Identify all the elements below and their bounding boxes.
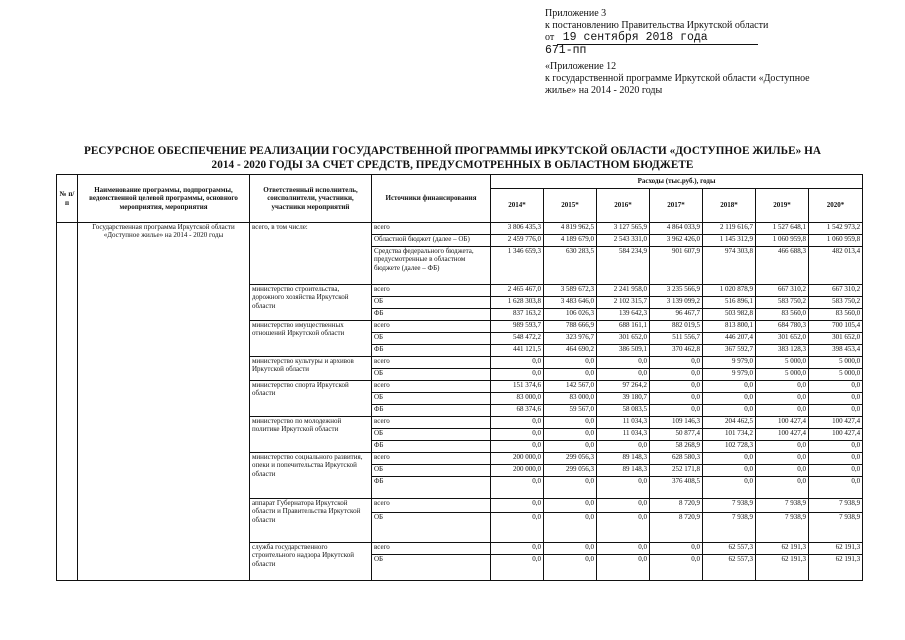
funding-source-cell: всего: [372, 417, 491, 429]
year-header: 2020*: [809, 189, 863, 223]
expense-value-cell: 7 938,9: [809, 513, 863, 543]
expense-value-cell: 299 056,3: [544, 453, 597, 465]
expense-value-cell: 0,0: [703, 477, 756, 499]
expense-value-cell: 9 979,0: [703, 357, 756, 369]
expense-value-cell: 0,0: [597, 543, 650, 555]
executor-cell: министерство спорта Иркутской области: [250, 381, 372, 417]
funding-source-cell: ФБ: [372, 441, 491, 453]
expense-value-cell: 1 542 973,2: [809, 223, 863, 235]
expense-value-cell: 0,0: [597, 499, 650, 513]
expense-value-cell: 62 557,3: [703, 543, 756, 555]
expense-value-cell: 1 628 303,8: [491, 297, 544, 309]
expense-value-cell: 584 234,9: [597, 247, 650, 285]
expense-value-cell: 0,0: [650, 381, 703, 393]
col-executor-header: Ответственный исполнитель, соисполнители, участники, участники мероприятий: [250, 175, 372, 223]
expense-value-cell: 0,0: [491, 429, 544, 441]
expense-value-cell: 7 938,9: [703, 513, 756, 543]
appendix12-label: «Приложение 12: [545, 61, 617, 72]
expense-value-cell: 0,0: [650, 357, 703, 369]
table-row: [57, 223, 863, 235]
expense-value-cell: 5 000,0: [809, 357, 863, 369]
expense-value-cell: 0,0: [809, 477, 863, 499]
expense-value-cell: 0,0: [544, 357, 597, 369]
funding-source-cell: ФБ: [372, 345, 491, 357]
expense-value-cell: 700 105,4: [809, 321, 863, 333]
funding-source-cell: ОБ: [372, 297, 491, 309]
col-source-header: Источники финансирования: [372, 175, 491, 223]
expense-value-cell: 0,0: [544, 499, 597, 513]
expense-value-cell: 628 580,3: [650, 453, 703, 465]
expense-value-cell: 299 056,3: [544, 465, 597, 477]
executor-cell: министерство строительства, дорожного хозяйства Иркутской области: [250, 285, 372, 321]
funding-source-cell: ОБ: [372, 513, 491, 543]
expense-value-cell: 0,0: [491, 555, 544, 581]
executor-cell: министерство по молодежной политике Иркутской области: [250, 417, 372, 453]
expense-value-cell: 1 020 878,9: [703, 285, 756, 297]
expense-value-cell: 142 567,0: [544, 381, 597, 393]
expense-value-cell: 0,0: [650, 555, 703, 581]
expense-value-cell: 97 264,2: [597, 381, 650, 393]
expense-value-cell: 58 268,9: [650, 441, 703, 453]
funding-source-cell: всего: [372, 453, 491, 465]
funding-source-cell: ОБ: [372, 555, 491, 581]
funding-source-cell: ОБ: [372, 429, 491, 441]
resolution-label: к постановлению Правительства Иркутской области: [545, 20, 769, 31]
expense-value-cell: 516 896,1: [703, 297, 756, 309]
expense-value-cell: 630 283,5: [544, 247, 597, 285]
expense-value-cell: 59 567,0: [544, 405, 597, 417]
expense-value-cell: 503 982,8: [703, 309, 756, 321]
expense-value-cell: 83 000,0: [544, 393, 597, 405]
expense-value-cell: 0,0: [650, 405, 703, 417]
expense-value-cell: 11 034,3: [597, 417, 650, 429]
expense-value-cell: 0,0: [809, 465, 863, 477]
funding-source-cell: всего: [372, 499, 491, 513]
expense-value-cell: 106 026,3: [544, 309, 597, 321]
program-line-1: к государственной программе Иркутской области «Доступное: [545, 73, 810, 84]
expense-value-cell: 301 652,0: [809, 333, 863, 345]
row-number-cell: [57, 223, 78, 581]
expense-value-cell: 0,0: [491, 369, 544, 381]
expense-value-cell: 4 189 679,0: [544, 235, 597, 247]
expense-value-cell: 688 161,1: [597, 321, 650, 333]
funding-source-cell: ОБ: [372, 465, 491, 477]
date-value: 19 сентября 2018 года: [557, 32, 758, 45]
expense-value-cell: 1 145 312,9: [703, 235, 756, 247]
expense-value-cell: 0,0: [491, 499, 544, 513]
expense-value-cell: 511 556,7: [650, 333, 703, 345]
expense-value-cell: 0,0: [491, 441, 544, 453]
expense-value-cell: 0,0: [756, 405, 809, 417]
expense-value-cell: 7 938,9: [703, 499, 756, 513]
page-title: [20, 144, 885, 172]
expense-value-cell: 2 465 467,0: [491, 285, 544, 297]
expense-value-cell: 7 938,9: [809, 499, 863, 513]
expense-value-cell: 0,0: [703, 381, 756, 393]
expense-value-cell: 370 462,8: [650, 345, 703, 357]
expense-value-cell: 813 800,1: [703, 321, 756, 333]
expense-value-cell: 1 527 648,1: [756, 223, 809, 235]
expense-value-cell: 0,0: [756, 393, 809, 405]
expense-value-cell: 2 119 616,7: [703, 223, 756, 235]
expense-value-cell: 83 000,0: [491, 393, 544, 405]
expense-value-cell: 0,0: [597, 369, 650, 381]
expense-value-cell: 0,0: [650, 393, 703, 405]
expense-value-cell: 0,0: [491, 417, 544, 429]
table-head: [57, 175, 863, 223]
expense-value-cell: 83 560,0: [809, 309, 863, 321]
expense-value-cell: 62 191,3: [756, 555, 809, 581]
expense-value-cell: 3 127 565,9: [597, 223, 650, 235]
expense-value-cell: 100 427,4: [756, 417, 809, 429]
expense-value-cell: 4 819 962,5: [544, 223, 597, 235]
expense-value-cell: 0,0: [756, 477, 809, 499]
funding-source-cell: Средства федерального бюджета, предусмотренные в областном бюджете (далее – ФБ): [372, 247, 491, 285]
funding-source-cell: ОБ: [372, 369, 491, 381]
col-name-header: Наименование программы, подпрограммы, ведомственной целевой программы, основного мероприятия, мероприятия: [78, 175, 250, 223]
expense-value-cell: 301 652,0: [756, 333, 809, 345]
funding-source-cell: ФБ: [372, 309, 491, 321]
expense-value-cell: 0,0: [756, 453, 809, 465]
expense-value-cell: 96 467,7: [650, 309, 703, 321]
document-header: [545, 8, 865, 97]
expense-value-cell: 0,0: [544, 513, 597, 543]
expense-value-cell: 989 593,7: [491, 321, 544, 333]
expense-value-cell: 2 241 958,0: [597, 285, 650, 297]
resource-table: [56, 174, 863, 581]
year-header: 2015*: [544, 189, 597, 223]
funding-source-cell: всего: [372, 321, 491, 333]
funding-source-cell: ОБ: [372, 393, 491, 405]
funding-source-cell: всего: [372, 223, 491, 235]
expense-value-cell: 3 139 099,2: [650, 297, 703, 309]
expense-value-cell: 1 346 659,3: [491, 247, 544, 285]
expense-value-cell: 2 543 331,0: [597, 235, 650, 247]
expense-value-cell: 882 019,5: [650, 321, 703, 333]
expense-value-cell: 376 408,5: [650, 477, 703, 499]
expense-value-cell: 3 806 435,3: [491, 223, 544, 235]
expense-value-cell: 8 720,9: [650, 499, 703, 513]
expense-value-cell: 8 720,9: [650, 513, 703, 543]
expense-value-cell: 323 976,7: [544, 333, 597, 345]
expense-value-cell: 901 607,9: [650, 247, 703, 285]
expense-value-cell: 3 235 566,9: [650, 285, 703, 297]
expense-value-cell: 974 303,8: [703, 247, 756, 285]
expense-value-cell: 9 979,0: [703, 369, 756, 381]
expense-value-cell: 0,0: [544, 477, 597, 499]
expense-value-cell: 386 509,1: [597, 345, 650, 357]
expense-value-cell: 837 163,2: [491, 309, 544, 321]
expense-value-cell: 441 121,5: [491, 345, 544, 357]
expense-value-cell: 667 310,2: [809, 285, 863, 297]
expense-value-cell: 0,0: [703, 405, 756, 417]
executor-cell: министерство социального развития, опеки и попечительства Иркутской области: [250, 453, 372, 499]
expense-value-cell: 200 000,0: [491, 465, 544, 477]
expense-value-cell: 3 589 672,3: [544, 285, 597, 297]
expense-value-cell: 7 938,9: [756, 499, 809, 513]
expense-value-cell: 62 191,3: [809, 555, 863, 581]
funding-source-cell: всего: [372, 381, 491, 393]
expense-value-cell: 11 034,3: [597, 429, 650, 441]
expense-value-cell: 583 750,2: [809, 297, 863, 309]
expense-value-cell: 684 780,3: [756, 321, 809, 333]
expense-value-cell: 252 171,8: [650, 465, 703, 477]
expense-value-cell: 583 750,2: [756, 297, 809, 309]
executor-cell: министерство имущественных отношений Иркутской области: [250, 321, 372, 357]
executor-cell: служба государственного строительного надзора Иркутской области: [250, 543, 372, 581]
expense-value-cell: 109 146,3: [650, 417, 703, 429]
funding-source-cell: всего: [372, 543, 491, 555]
expense-value-cell: 0,0: [809, 405, 863, 417]
expense-value-cell: 0,0: [597, 477, 650, 499]
expense-value-cell: 0,0: [597, 555, 650, 581]
expense-value-cell: 0,0: [597, 357, 650, 369]
year-header: 2019*: [756, 189, 809, 223]
expense-value-cell: 204 462,5: [703, 417, 756, 429]
expense-value-cell: 383 128,3: [756, 345, 809, 357]
expense-value-cell: 39 180,7: [597, 393, 650, 405]
expense-value-cell: 0,0: [491, 513, 544, 543]
expense-value-cell: 58 083,5: [597, 405, 650, 417]
expense-value-cell: 5 000,0: [756, 369, 809, 381]
expense-value-cell: 0,0: [809, 381, 863, 393]
year-header: 2017*: [650, 189, 703, 223]
expense-value-cell: 0,0: [544, 369, 597, 381]
expense-value-cell: 89 148,3: [597, 453, 650, 465]
expense-value-cell: 1 060 959,8: [756, 235, 809, 247]
expense-value-cell: 139 642,3: [597, 309, 650, 321]
title-line-2: 2014 - 2020 ГОДЫ ЗА СЧЕТ СРЕДСТВ, ПРЕДУСМОТРЕННЫХ В ОБЛАСТНОМ БЮДЖЕТЕ: [211, 159, 694, 171]
expense-value-cell: 0,0: [544, 429, 597, 441]
expense-value-cell: 0,0: [650, 369, 703, 381]
expense-value-cell: 68 374,6: [491, 405, 544, 417]
year-header: 2016*: [597, 189, 650, 223]
expense-value-cell: 0,0: [491, 357, 544, 369]
funding-source-cell: ФБ: [372, 477, 491, 499]
expense-value-cell: 100 427,4: [809, 429, 863, 441]
expense-value-cell: 89 148,3: [597, 465, 650, 477]
col-number-header: № п/п: [57, 175, 78, 223]
expense-value-cell: 0,0: [597, 513, 650, 543]
expense-value-cell: 446 207,4: [703, 333, 756, 345]
expense-value-cell: 2 459 776,0: [491, 235, 544, 247]
funding-source-cell: всего: [372, 285, 491, 297]
expense-value-cell: 3 962 426,0: [650, 235, 703, 247]
funding-source-cell: всего: [372, 357, 491, 369]
expense-value-cell: 62 557,3: [703, 555, 756, 581]
table-body: [57, 223, 863, 581]
expense-value-cell: 464 690,2: [544, 345, 597, 357]
expense-value-cell: 788 666,9: [544, 321, 597, 333]
appendix-label: Приложение 3: [545, 8, 607, 19]
date-line: [545, 32, 865, 45]
year-header: 2018*: [703, 189, 756, 223]
expense-value-cell: 0,0: [809, 393, 863, 405]
expense-value-cell: 0,0: [703, 393, 756, 405]
expense-value-cell: 5 000,0: [809, 369, 863, 381]
expense-value-cell: 0,0: [491, 477, 544, 499]
expense-value-cell: 0,0: [544, 417, 597, 429]
executor-cell: министерство культуры и архивов Иркутской области: [250, 357, 372, 381]
date-prefix: от: [545, 32, 555, 43]
expense-value-cell: 50 877,4: [650, 429, 703, 441]
expense-value-cell: 62 191,3: [809, 543, 863, 555]
program-name-cell: Государственная программа Иркутской области «Доступное жилье» на 2014 - 2020 годы: [78, 223, 250, 581]
expense-value-cell: 0,0: [544, 543, 597, 555]
col-expenses-header: Расходы (тыс.руб.), годы: [491, 175, 863, 189]
expense-value-cell: 0,0: [809, 453, 863, 465]
expense-value-cell: 3 483 646,0: [544, 297, 597, 309]
expense-value-cell: 0,0: [491, 543, 544, 555]
expense-value-cell: 548 472,2: [491, 333, 544, 345]
title-line-1: РЕСУРСНОЕ ОБЕСПЕЧЕНИЕ РЕАЛИЗАЦИИ ГОСУДАРСТВЕННОЙ ПРОГРАММЫ ИРКУТСКОЙ ОБЛАСТИ «ДОСТУПНОЕ ЖИЛЬЕ» НА: [84, 145, 821, 157]
expense-value-cell: 0,0: [597, 441, 650, 453]
funding-source-cell: ФБ: [372, 405, 491, 417]
expense-value-cell: 0,0: [544, 441, 597, 453]
expense-value-cell: 367 592,7: [703, 345, 756, 357]
expense-value-cell: 83 560,0: [756, 309, 809, 321]
expense-value-cell: 0,0: [756, 441, 809, 453]
expense-value-cell: 102 728,3: [703, 441, 756, 453]
expense-value-cell: 667 310,2: [756, 285, 809, 297]
expense-value-cell: 0,0: [703, 465, 756, 477]
expense-value-cell: 482 013,4: [809, 247, 863, 285]
expense-value-cell: 100 427,4: [809, 417, 863, 429]
expense-value-cell: 7 938,9: [756, 513, 809, 543]
expense-value-cell: 0,0: [809, 441, 863, 453]
expense-value-cell: 0,0: [703, 453, 756, 465]
expense-value-cell: 466 688,3: [756, 247, 809, 285]
expense-value-cell: 0,0: [650, 543, 703, 555]
expense-value-cell: 1 060 959,8: [809, 235, 863, 247]
expense-value-cell: 200 000,0: [491, 453, 544, 465]
expense-value-cell: 5 000,0: [756, 357, 809, 369]
expense-value-cell: 100 427,4: [756, 429, 809, 441]
executor-cell: аппарат Губернатора Иркутской области и Правительства Иркутской области: [250, 499, 372, 543]
expense-value-cell: 0,0: [756, 381, 809, 393]
expense-value-cell: 4 864 033,9: [650, 223, 703, 235]
expense-value-cell: 398 453,4: [809, 345, 863, 357]
expense-value-cell: 301 652,0: [597, 333, 650, 345]
expense-value-cell: 101 734,2: [703, 429, 756, 441]
funding-source-cell: Областной бюджет (далее – ОБ): [372, 235, 491, 247]
expense-value-cell: 0,0: [756, 465, 809, 477]
funding-source-cell: ОБ: [372, 333, 491, 345]
executor-cell: всего, в том числе:: [250, 223, 372, 285]
expense-value-cell: 0,0: [544, 555, 597, 581]
expense-value-cell: 2 102 315,7: [597, 297, 650, 309]
expense-value-cell: 62 191,3: [756, 543, 809, 555]
year-header: 2014*: [491, 189, 544, 223]
program-line-2: жилье» на 2014 - 2020 годы: [545, 85, 663, 96]
expense-value-cell: 151 374,6: [491, 381, 544, 393]
document-number: 671-пп: [545, 44, 587, 57]
